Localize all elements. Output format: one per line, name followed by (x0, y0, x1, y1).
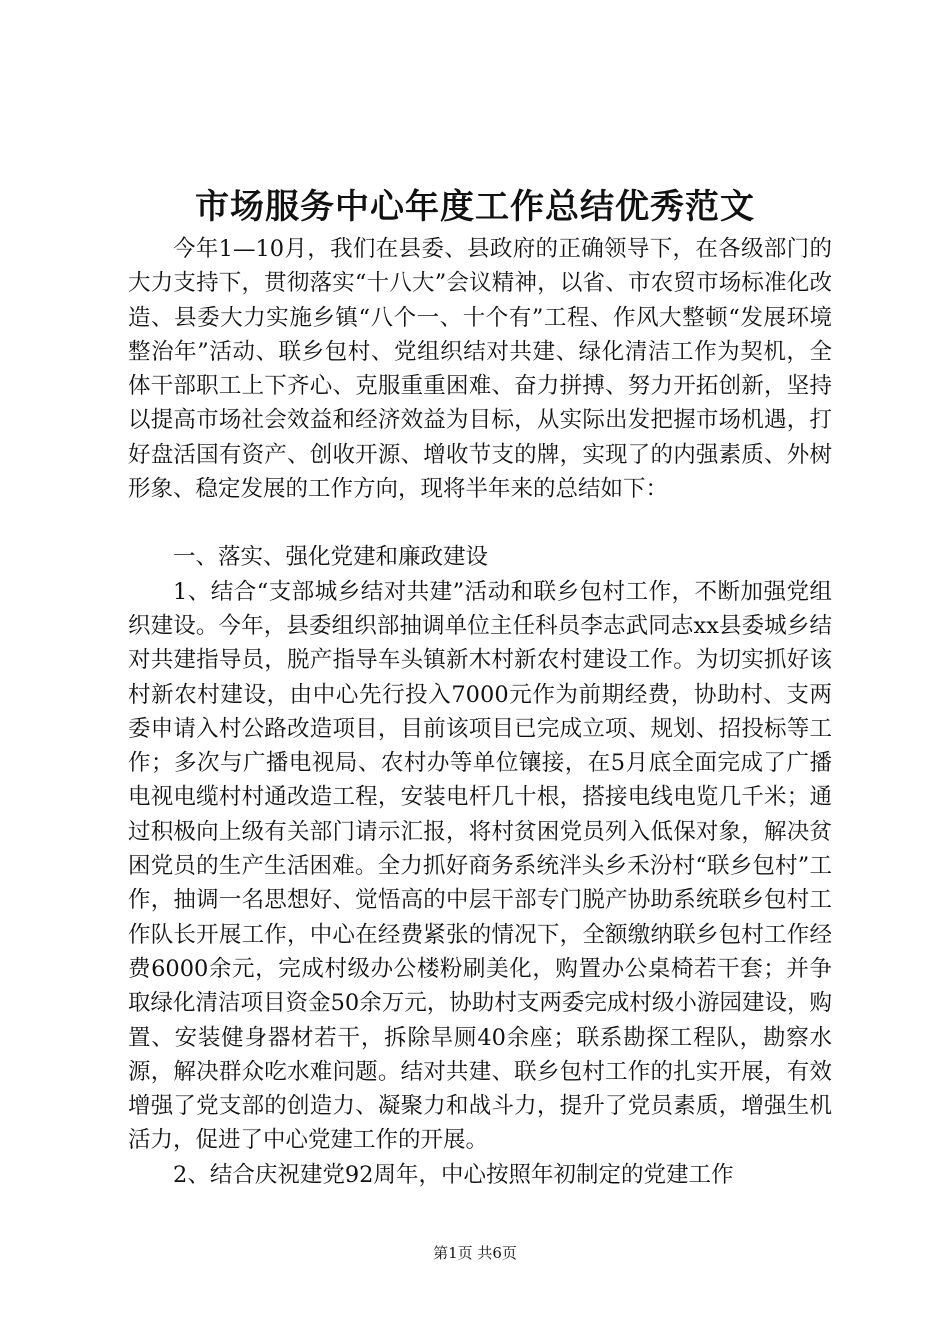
page-footer: 第1页 共6页 (433, 1244, 517, 1262)
paragraph-gap (128, 506, 832, 540)
intro-paragraph: 今年1—10月，我们在县委、县政府的正确领导下，在各级部门的大力支持下，贯彻落实“十八大”会议精神，以省、市农贸市场标准化改造、县委大力实施乡镇“八个一、十个有”工程、作风大整顿“发展环境整治年”活动、联乡包村、党组织结对共建、绿化清洁工作为契机，全体干部职工上下齐心、克服重重困难、奋力拼搏、努力开拓创新，坚持以提高市场社会效益和经济效益为目标，从实际出发把握市场机遇，打好盘活国有资产、创收开源、增收节支的牌，实现了的内强素质、外树形象、稳定发展的工作方向，现将半年来的总结如下： (128, 236, 832, 503)
document-title: 市场服务中心年度工作总结优秀范文 (195, 187, 755, 227)
section-heading: 一、落实、强化党建和廉政建设 (173, 544, 489, 571)
body-paragraph: 1、结合“支部城乡结对共建”活动和联乡包村工作，不断加强党组织建设。今年，县委组织部抽调单位主任科员李志武同志xx县委城乡结对共建指导员，脱产指导车头镇新木村新农村建设工作。为切实抓好该村新农村建设，由中心先行投入7000元作为前期经费，协助村、支两委申请入村公路改造项目，目前该项目已完成立项、规划、招投标等工作；多次与广播电视局、农村办等单位镶接，在5月底全面完成了广播电视电缆村村通改造工程，安装电杆几十根，搭接电线电览几千米；通过积极向上级有关部门请示汇报，将村贫困党员列入低保对象，解决贫困党员的生产生活困难。全力抓好商务系统泮头乡禾汾村“联乡包村”工作，抽调一名思想好、觉悟高的中层干部专门脱产协助系统联乡包村工作队长开展工作，中心在经费紧张的情况下，全额缴纳联乡包村工作经费6000余元，完成村级办公楼粉刷美化，购置办公桌椅若干套；并争取绿化清洁项目资金50余万元，协助村支两委完成村级小游园建设，购置、安装健身器材若干，拆除旱厕40余座；联系勘探工程队，勘察水源，解决群众吃水难问题。结对共建、联乡包村工作的扎实开展，有效增强了党支部的创造力、凝聚力和战斗力，提升了党员素质，增强生机活力，促进了中心党建工作的开展。 (128, 578, 832, 1154)
body-paragraph: 2、结合庆祝建党92周年，中心按照年初制定的党建工作 (173, 1161, 734, 1188)
document-body (128, 232, 832, 1192)
